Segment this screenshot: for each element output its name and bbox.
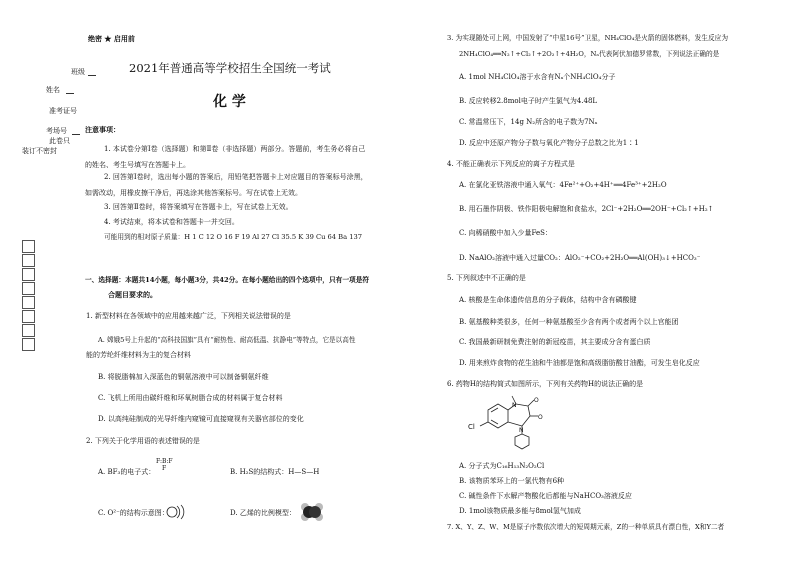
notes-item: 3. 回答第Ⅱ卷时，将答案填写在答题卡上，写在试卷上无效。 (104, 203, 293, 211)
q4-option-a: A. 在氯化亚铁溶液中通入氧气：4Fe²⁺+O₂+4H⁺══4Fe³⁺+2H₂O (459, 181, 667, 189)
q5-option-c: C. 我国最新研制免费注射的新冠疫苗，其主要成分含有蛋白质 (459, 338, 651, 346)
q6-stem: 6. 药物H的结构简式如图所示，下列有关药物H的说法正确的是 (447, 380, 644, 388)
class-underline (88, 75, 96, 76)
q2-stem: 2. 下列关于化学用语的表述错误的是 (86, 437, 200, 445)
o2-ion-diagram-icon (166, 503, 188, 521)
bf3-bottom: F (162, 465, 167, 472)
q4-stem: 4. 不能正确表示下列反应的离子方程式是 (447, 160, 575, 168)
q5-option-b: B. 氨基酸种类很多，任何一种氨基酸至少含有两个或者两个以上官能团 (459, 318, 679, 326)
room-underline (72, 134, 80, 135)
q5-option-d: D. 用来煎炸食物的花生油和牛油都是饱和高级脂肪酸甘油酯，可发生皂化反应 (459, 359, 700, 367)
name-field-label: 姓名 (46, 86, 60, 94)
q2-option-b: B. H₂S的结构式：H—S—H (230, 468, 320, 476)
seal-text-2: 装订不密封 (22, 147, 57, 155)
subject-title: 化 学 (213, 94, 246, 110)
seal-text-1: 此卷只 (49, 137, 70, 145)
bf3-structure (156, 458, 173, 472)
q3-stem-cont: 2NH₄ClO₄══N₂↑+Cl₂↑+2O₂↑+4H₂O，Nₐ代表阿伏加德罗常数，下列说法正确的是 (459, 50, 720, 58)
q3-option-a: A. 1mol NH₄ClO₄溶于水含有Nₐ个NH₄ClO₄分子 (459, 73, 616, 81)
mol-o2-label: O (538, 414, 543, 421)
notes-item: 2. 回答第Ⅰ卷时，选出每小题的答案后，用铅笔把答题卡上对应题目的答案标号涂黑， (104, 173, 368, 181)
binding-box (22, 254, 35, 267)
q1-option-c: C. 飞机上所用由碳纤维和环氧树脂合成的材料属于复合材料 (98, 394, 283, 402)
binding-box (22, 268, 35, 281)
mol-n2-label: N (519, 427, 524, 434)
q4-option-c: C. 向稀硝酸中加入少量FeS： (459, 229, 552, 237)
q6-option-d: D. 1mol该物质最多能与8mol氢气加成 (459, 507, 581, 515)
notes-item: 的姓名、考生号填写在答题卡上。 (85, 161, 190, 169)
class-field-label: 班级 (71, 68, 85, 76)
q4-option-d: D. NaAlO₂溶液中通入过量CO₂：AlO₂⁻+CO₂+2H₂O══Al(OH)₃↓+HCO₃⁻ (459, 254, 701, 262)
mol-cl-label: Cl (468, 423, 475, 431)
mol-o1-label: O (534, 397, 539, 404)
q7-stem: 7. X、Y、Z、W、M是原子序数依次增大的短周期元素，Z的一种单质具有漂白性，X和Y二者 (447, 523, 725, 531)
binding-box (22, 310, 35, 323)
room-field-label: 考场号 (46, 127, 67, 135)
q1-stem: 1. 新型材料在各领域中的应用越来越广泛，下列相关说法错误的是 (86, 312, 291, 320)
notes-item: 1. 本试卷分第Ⅰ卷（选择题）和第Ⅱ卷（非选择题）两部分。答题前，考生务必将自己 (104, 145, 366, 153)
section1-heading-cont: 合题目要求的。 (108, 290, 157, 299)
q5-option-a: A. 核酸是生命体遗传信息的分子载体，结构中含有磷酸键 (459, 296, 637, 304)
q1-option-b: B. 将脱脂棉加入深蓝色的铜氨溶液中可以制备铜氨纤维 (98, 373, 269, 381)
ticket-field-label: 准考证号 (49, 107, 77, 115)
secret-label: 绝密 ★ 启用前 (88, 34, 135, 43)
binding-box (22, 296, 35, 309)
binding-box (22, 324, 35, 337)
notes-item: 4. 考试结束，将本试卷和答题卡一并交回。 (104, 218, 239, 226)
binding-box (22, 338, 35, 351)
q6-option-a: A. 分子式为C₁₆H₁₃N₂O₂Cl (459, 462, 545, 470)
notes-heading: 注意事项： (85, 125, 120, 134)
q6-option-b: B. 该物质苯环上的一氯代物有6种 (459, 477, 565, 485)
name-underline (66, 93, 74, 94)
mol-n1-label: N (512, 402, 517, 409)
drug-h-structure-icon (460, 392, 550, 456)
q6-option-c: C. 碱性条件下水解产物酸化后都能与NaHCO₃溶液反应 (459, 492, 632, 500)
section1-heading: 一、选择题：本题共14小题，每小题3分，共42分。在每小题给出的四个选项中，只有一项是符 (85, 276, 370, 284)
q1-option-d: D. 以高纯硅制成的光导纤维内窥镜可直接窥视有关器官部位的变化 (98, 415, 304, 423)
q3-option-c: C. 常温常压下，14g N₂所含的电子数为7Nₐ (459, 118, 598, 126)
ethylene-model-icon (300, 501, 324, 523)
bf3-top: F:B:F (156, 458, 173, 465)
q2-option-d: D. 乙烯的比例模型： (230, 509, 296, 517)
q3-option-d: D. 反应中还原产物分子数与氧化产物分子总数之比为1∶1 (459, 139, 639, 147)
q2-option-c: C. O²⁻的结构示意图： (98, 509, 169, 517)
binding-box (22, 240, 35, 253)
atomic-mass-line: 可能用到的相对原子质量：H 1 C 12 O 16 F 19 Al 27 Cl 35.5 K 39 Cu 64 Ba 137 (104, 233, 362, 241)
q3-stem: 3. 为实现随处可上网，中国发射了“中星16号”卫星，NH₄ClO₄是火箭的固体燃料，发生反应为 (447, 34, 729, 42)
q1-option-a-cont: 能的芳纶纤维材料为主的复合材料 (86, 351, 191, 359)
notes-item: 如需改动，用橡皮擦干净后，再选涂其他答案标号。写在试卷上无效。 (85, 189, 302, 197)
q3-option-b: B. 反应转移2.8mol电子时产生氯气为4.48L (459, 97, 598, 105)
q5-stem: 5. 下列叙述中不正确的是 (447, 274, 526, 282)
exam-title: 2021年普通高等学校招生全国统一考试 (129, 61, 331, 75)
q1-option-a: A. 嫦娥5号上升起的“高科技国旗”具有“耐热性、耐高低温、抗静电”等特点，它是以高性 (98, 336, 356, 344)
q4-option-b: B. 用石墨作阴极、铁作阳极电解饱和食盐水，2Cl⁻+2H₂O══2OH⁻+Cl₂↑+H₂↑ (459, 205, 714, 213)
q2-option-a: A. BF₃的电子式： (98, 468, 156, 476)
binding-box (22, 282, 35, 295)
